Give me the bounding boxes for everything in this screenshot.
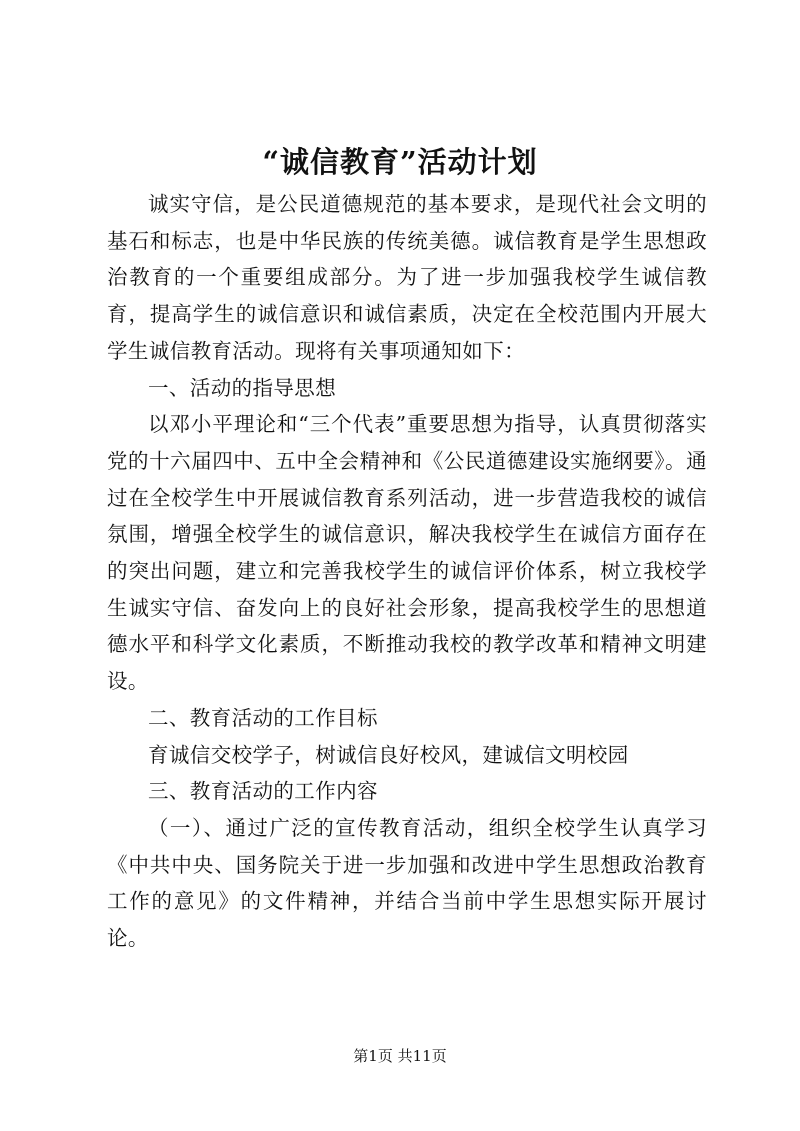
document-title: “诚信教育”活动计划 (262, 145, 538, 179)
section-heading-work-goals: 二、教育活动的工作目标 (148, 705, 378, 730)
paragraph-intro: 诚实守信，是公民道德规范的基本要求，是现代社会文明的基石和标志，也是中华民族的传统美德。诚信教育是学生思想政治教育的一个重要组成部分。为了进一步加强我校学生诚信教育，提高学生的诚信意识和诚信素质，决定在全校范围内开展大学生诚信教育活动。现将有关事项通知如下： (107, 192, 707, 363)
paragraph-work-goals: 育诚信交校学子，树诚信良好校风，建诚信文明校园 (148, 742, 629, 767)
paragraph-work-content-1: （一）、通过广泛的宣传教育活动，组织全校学生认真学习《中共中央、国务院关于进一步加强和改进中学生思想政治教育工作的意见》的文件精神，并结合当前中学生思想实际开展讨论。 (107, 815, 707, 951)
section-heading-guiding-thought: 一、活动的指导思想 (148, 375, 337, 400)
document-body (107, 186, 707, 957)
page-footer (0, 1045, 800, 1066)
section-heading-work-content: 三、教育活动的工作内容 (148, 779, 378, 804)
page-label-prefix: 第 (353, 1047, 369, 1065)
total-pages: 11 (412, 1047, 432, 1065)
paragraph-guiding-thought: 以邓小平理论和“三个代表”重要思想为指导，认真贯彻落实党的十六届四中、五中全会精神和《公民道德建设实施纲要》。通过在全校学生中开展诚信教育系列活动，进一步营造我校的诚信氛围，增强全校学生的诚信意识，解决我校学生在诚信方面存在的突出问题，建立和完善我校学生的诚信评价体系，树立我校学生诚实守信、奋发向上的良好社会形象，提高我校学生的思想道德水平和科学文化素质，不断推动我校的教学改革和精神文明建设。 (107, 412, 707, 694)
page-label-mid: 页 共 (377, 1047, 413, 1065)
page-number: 1 (368, 1047, 378, 1065)
page-label-suffix: 页 (431, 1047, 447, 1065)
